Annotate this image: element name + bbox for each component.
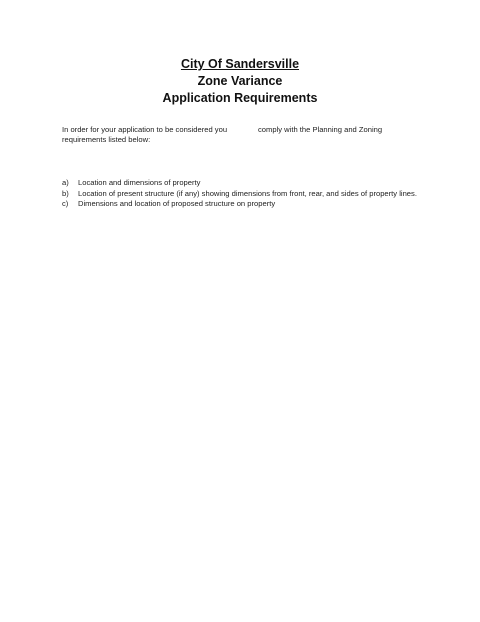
document-title	[0, 56, 480, 107]
intro-paragraph	[62, 125, 462, 145]
requirement-item	[62, 199, 472, 210]
intro-text-part-1: In order for your application to be considered you	[62, 125, 228, 134]
city-name-heading: City Of Sandersville	[180, 57, 300, 71]
document-subtitle: Zone Variance	[197, 74, 283, 88]
requirement-text: Dimensions and location of proposed structure on property	[78, 199, 276, 208]
requirement-item	[62, 189, 472, 200]
requirements-list	[62, 178, 472, 210]
requirement-text: Location and dimensions of property	[78, 178, 201, 187]
requirement-marker: b)	[62, 188, 69, 198]
requirement-item	[62, 178, 472, 189]
intro-text-line-2: requirements listed below:	[62, 135, 151, 144]
requirement-marker: a)	[62, 178, 69, 187]
document-heading: Application Requirements	[162, 91, 318, 105]
requirement-text: Location of present structure (if any) showing dimensions from front, rear, and sides of property lines.	[78, 188, 417, 198]
requirement-marker: c)	[62, 199, 69, 208]
intro-text-part-2: comply with the Planning and Zoning	[258, 125, 383, 134]
